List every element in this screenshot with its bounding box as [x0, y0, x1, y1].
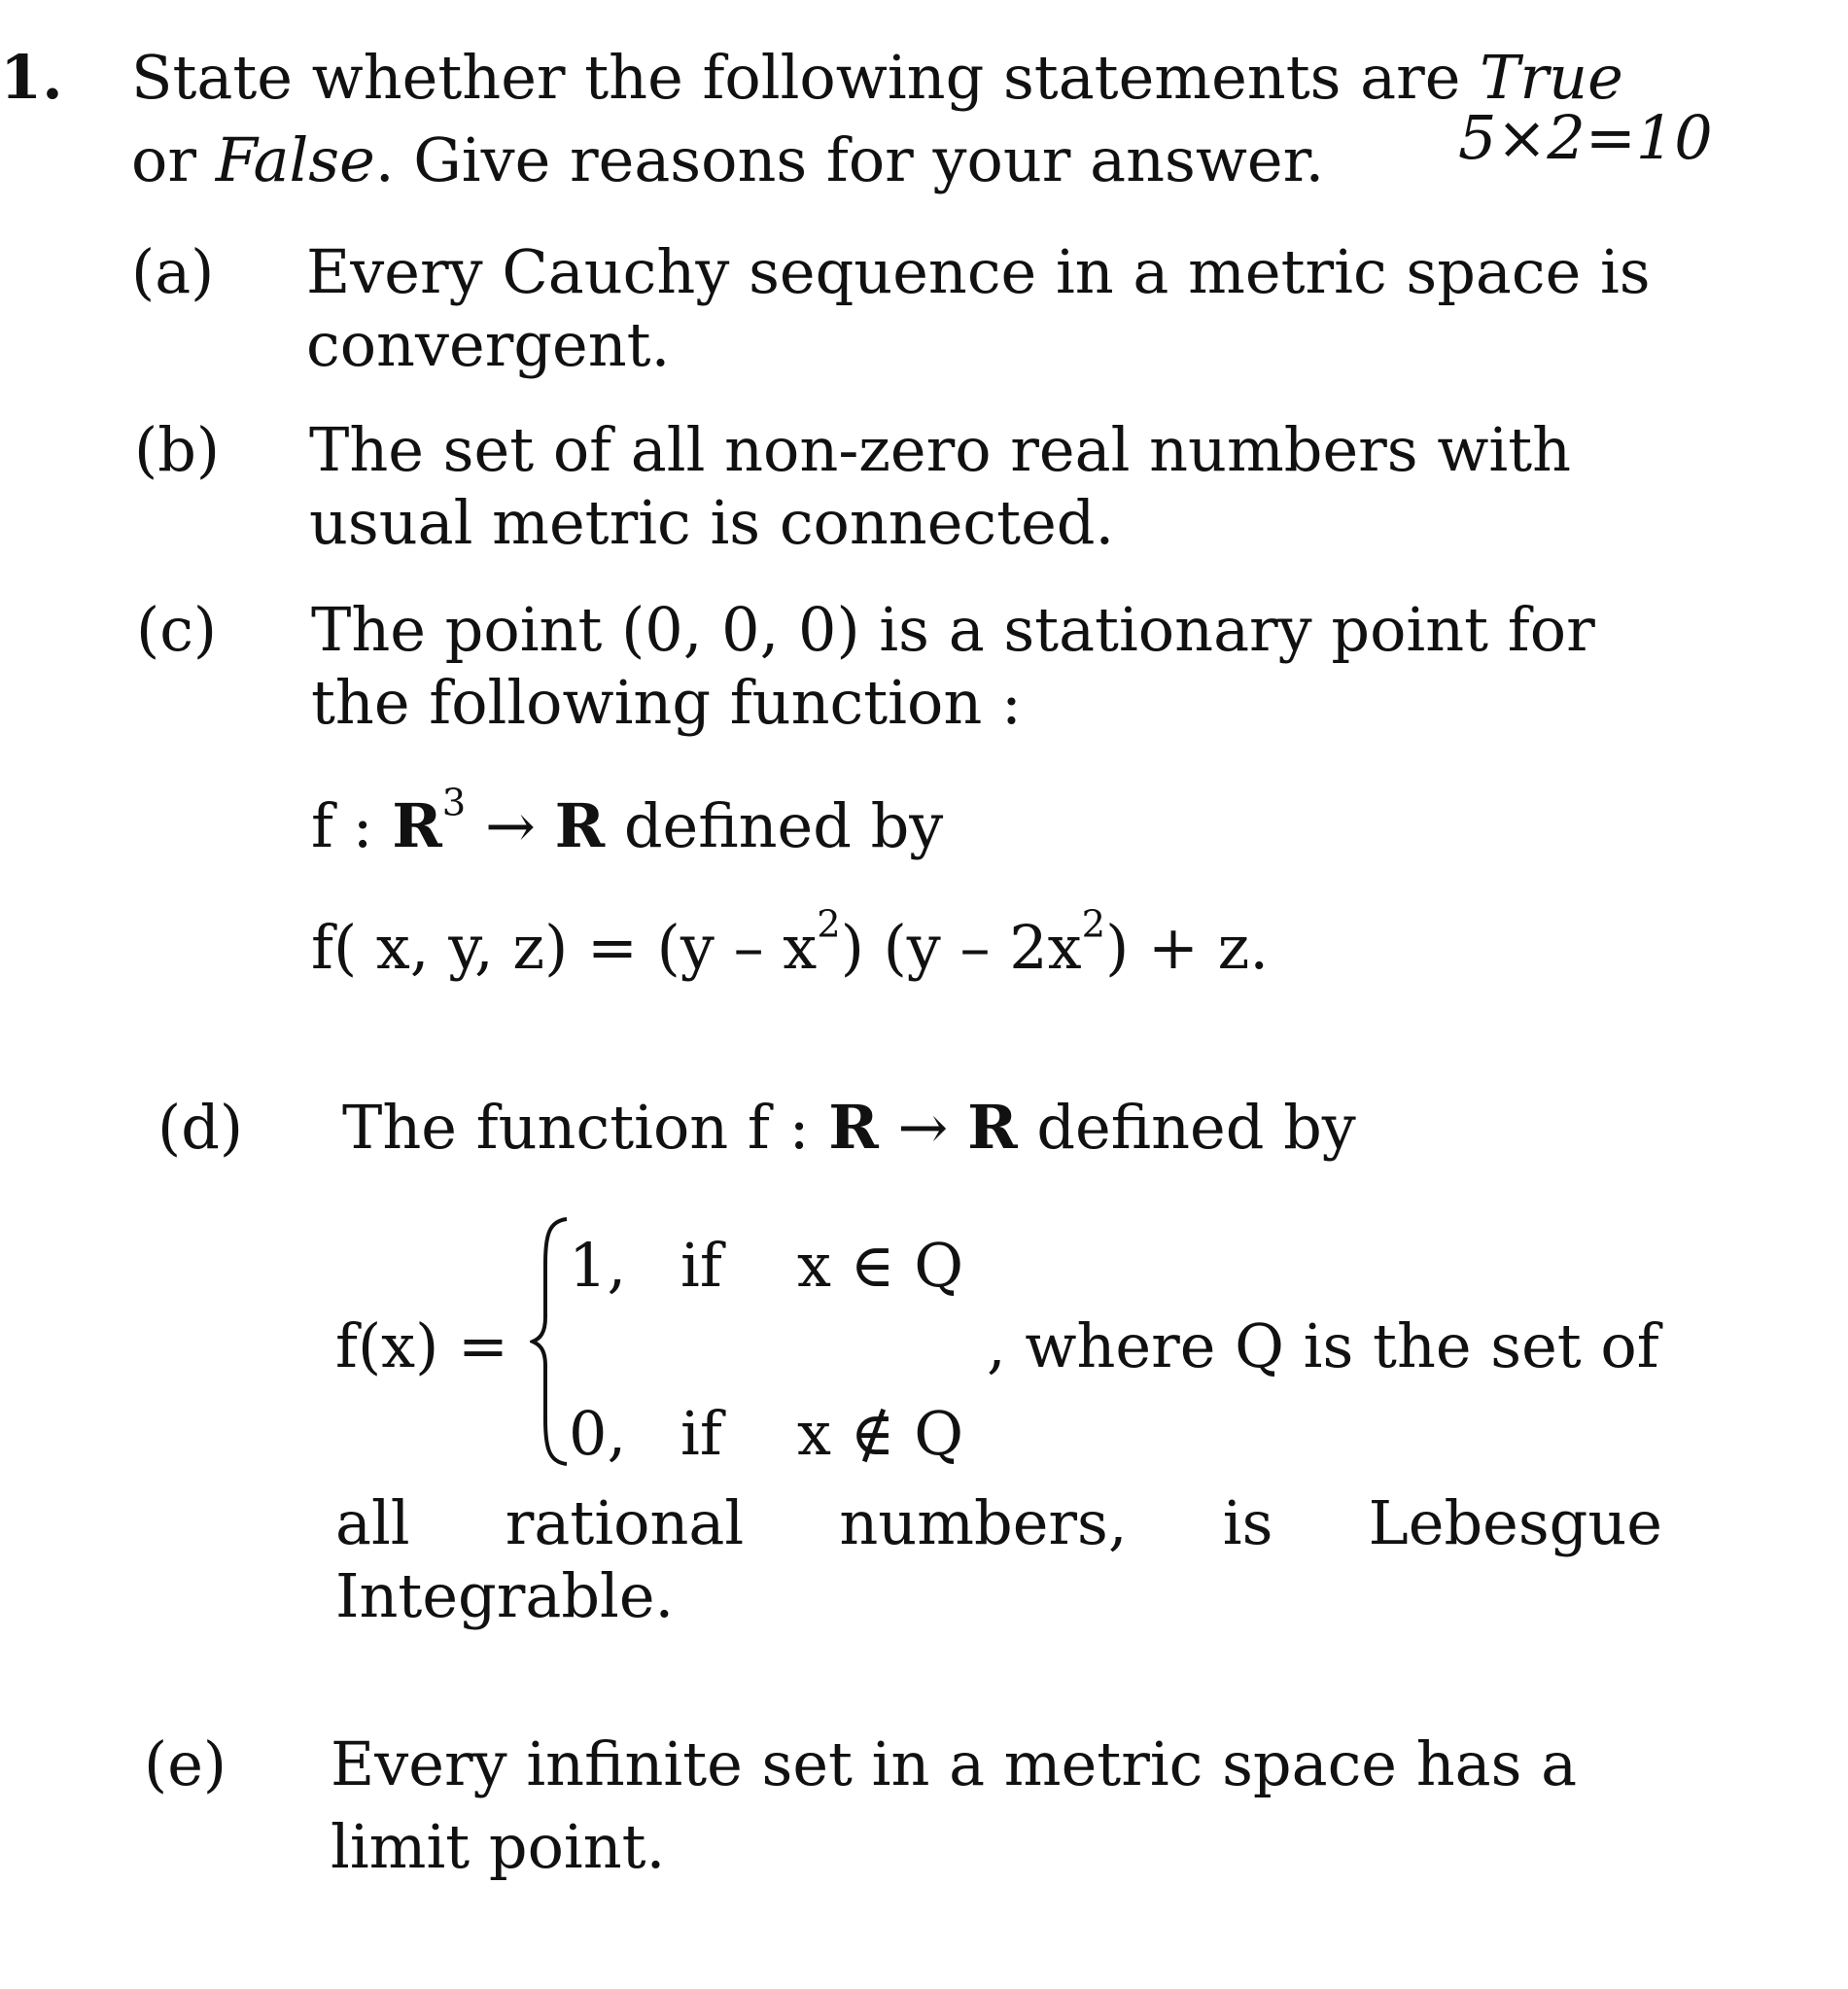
word: Lebesgue	[1368, 1487, 1662, 1558]
question-number: 1.	[0, 42, 63, 113]
d-codomain: R	[967, 1092, 1018, 1163]
d-text: The function f :	[342, 1092, 829, 1163]
question-intro-line1	[131, 39, 1623, 118]
intro-text: . Give reasons for your answer.	[374, 124, 1325, 195]
question-intro-line2	[131, 122, 1324, 200]
case1-set: x ∈ Q	[797, 1230, 964, 1301]
d-text: defined by	[1017, 1092, 1356, 1163]
formula-part: ) (y – 2x	[840, 912, 1082, 983]
case2-set: x ∉ Q	[797, 1398, 964, 1469]
item-e-label: (e)	[144, 1728, 227, 1799]
case2-condition: if	[680, 1398, 722, 1469]
left-brace	[530, 1215, 574, 1468]
case2-value: 0,	[569, 1398, 627, 1469]
formula-exponent: 2	[1081, 902, 1106, 947]
map-f: f :	[311, 790, 393, 861]
case1-value: 1,	[569, 1230, 627, 1301]
item-d-label: (d)	[157, 1092, 244, 1163]
item-b-line1: The set of all non-zero real numbers with	[309, 414, 1572, 485]
where-clause: , where Q is the set of	[987, 1310, 1659, 1381]
piecewise-lhs: f(x) =	[335, 1310, 508, 1381]
word: numbers,	[839, 1487, 1128, 1558]
d-domain: R	[828, 1092, 879, 1163]
item-a-line2: convergent.	[306, 309, 671, 380]
intro-true: True	[1480, 42, 1623, 113]
item-e-line1: Every infinite set in a metric space has a	[331, 1728, 1578, 1799]
map-codomain: R	[554, 790, 606, 861]
item-d-line1	[342, 1089, 1356, 1168]
item-e-line2: limit point.	[331, 1811, 666, 1882]
item-c-line2: the following function :	[311, 667, 1022, 738]
formula-part: f( x, y, z) = (y – x	[311, 912, 818, 983]
intro-text: or	[131, 124, 216, 195]
question-marks: 5×2=10	[1458, 102, 1713, 173]
item-c-map	[311, 781, 944, 866]
item-a-line1: Every Cauchy sequence in a metric space is	[306, 236, 1651, 307]
formula-exponent: 2	[817, 902, 841, 947]
item-d-justified-line	[335, 1484, 1662, 1563]
item-c-line1: The point (0, 0, 0) is a stationary point for	[311, 594, 1595, 665]
item-d-last-line: Integrable.	[335, 1560, 675, 1631]
item-b-line2: usual metric is connected.	[309, 487, 1115, 558]
word: rational	[505, 1487, 745, 1558]
item-a-label: (a)	[131, 236, 215, 307]
item-b-label: (b)	[134, 414, 221, 485]
formula-part: ) + z.	[1105, 912, 1270, 983]
intro-false: False	[215, 124, 375, 195]
case1-condition: if	[680, 1230, 722, 1301]
map-rest: defined by	[605, 790, 944, 861]
item-c-formula	[311, 902, 1270, 988]
item-c-label: (c)	[136, 594, 218, 665]
word: all	[335, 1487, 410, 1558]
map-domain: R	[392, 790, 442, 861]
d-arrow: →	[878, 1092, 968, 1163]
word: is	[1222, 1487, 1273, 1558]
map-arrow: →	[466, 790, 555, 861]
map-exponent: 3	[441, 781, 467, 825]
intro-text: State whether the following statements are	[131, 42, 1481, 113]
